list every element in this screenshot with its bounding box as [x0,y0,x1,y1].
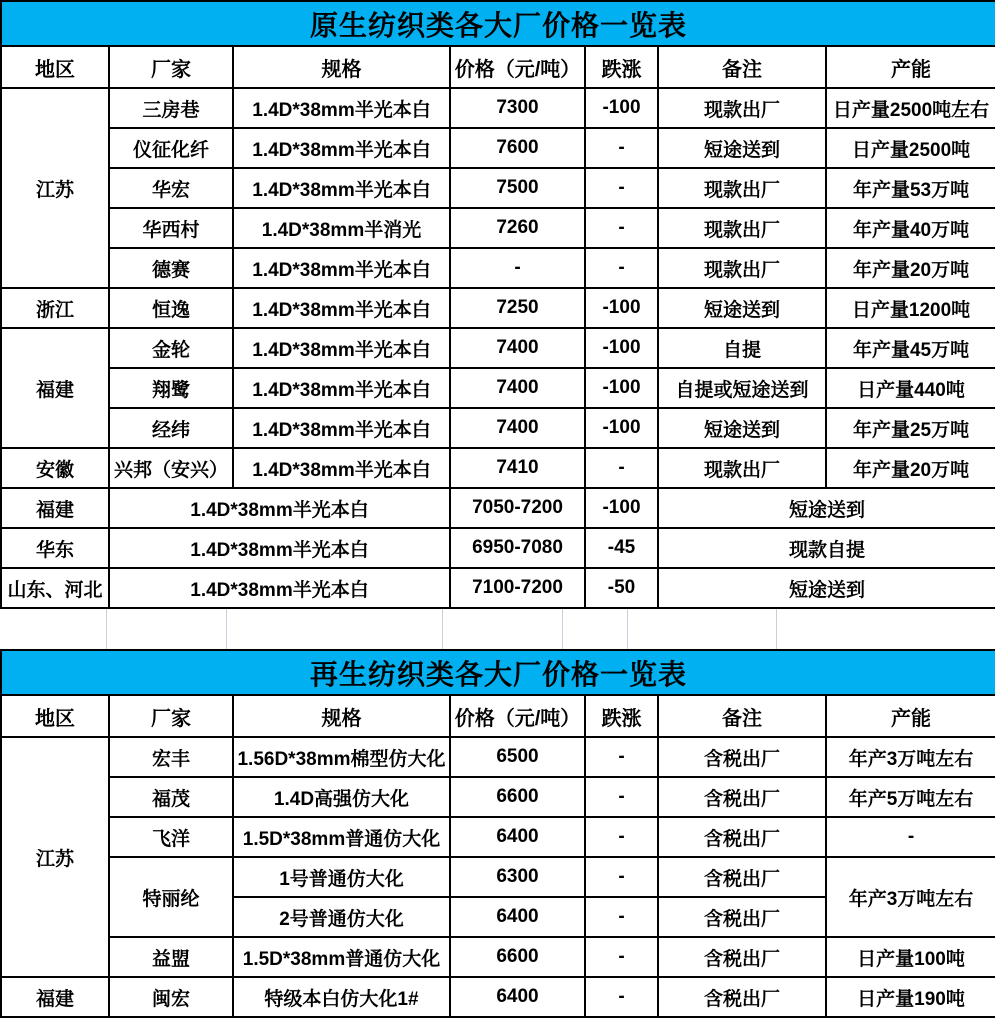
table-row [1,208,995,248]
cell-price: 7400 [450,408,585,448]
cell-spec: 1.4D*38mm半光本白 [109,528,450,568]
cell-note: 含税出厂 [658,977,826,1017]
cell-region: 山东、河北 [1,568,109,608]
table-row [1,817,995,857]
table-row [1,288,995,328]
gridline [627,609,628,649]
cell-capacity: 日产量2500吨左右 [826,88,995,128]
gridline [562,609,563,649]
cell-region: 福建 [1,977,109,1017]
col-header-capacity: 产能 [826,46,995,88]
cell-note: 现款出厂 [658,208,826,248]
cell-spec: 1.4D*38mm半消光 [233,208,450,248]
table-row [1,88,995,128]
cell-factory: 翔鹭 [109,368,233,408]
cell-capacity: 年产3万吨左右 [826,737,995,777]
col-header-capacity: 产能 [826,695,995,737]
col-header-spec: 规格 [233,46,450,88]
cell-change: -50 [585,568,658,608]
cell-spec: 1.4D*38mm半光本白 [233,128,450,168]
cell-change: - [585,897,658,937]
cell-price: 7050-7200 [450,488,585,528]
cell-capacity: 日产量2500吨 [826,128,995,168]
cell-note: 短途送到 [658,408,826,448]
cell-price: 6400 [450,897,585,937]
cell-spec: 1.4D*38mm半光本白 [233,288,450,328]
cell-capacity: 年产3万吨左右 [826,857,995,937]
table-row [1,128,995,168]
cell-note: 短途送到 [658,128,826,168]
cell-change: - [585,977,658,1017]
cell-price: 7500 [450,168,585,208]
cell-note: 自提或短途送到 [658,368,826,408]
cell-factory: 福茂 [109,777,233,817]
cell-change: - [585,937,658,977]
cell-note: 含税出厂 [658,737,826,777]
cell-capacity: 日产量440吨 [826,368,995,408]
table-row [1,168,995,208]
cell-capacity: - [826,817,995,857]
cell-factory: 金轮 [109,328,233,368]
col-header-factory: 厂家 [109,695,233,737]
table-row [1,408,995,448]
cell-capacity: 年产量20万吨 [826,448,995,488]
cell-factory: 华西村 [109,208,233,248]
cell-change: -100 [585,408,658,448]
cell-change: -100 [585,488,658,528]
cell-spec: 1.4D*38mm半光本白 [233,248,450,288]
gridline [226,609,227,649]
cell-price: 7260 [450,208,585,248]
table2-title: 再生纺织类各大厂价格一览表 [1,650,995,695]
cell-note: 现款出厂 [658,448,826,488]
cell-change: - [585,777,658,817]
cell-factory: 经纬 [109,408,233,448]
cell-factory: 益盟 [109,937,233,977]
cell-note: 现款出厂 [658,248,826,288]
cell-price: 6950-7080 [450,528,585,568]
table-row [1,368,995,408]
cell-factory: 德赛 [109,248,233,288]
cell-note: 短途送到 [658,288,826,328]
cell-price: - [450,248,585,288]
cell-capacity: 年产量20万吨 [826,248,995,288]
cell-price: 7410 [450,448,585,488]
cell-change: - [585,448,658,488]
cell-capacity: 年产5万吨左右 [826,777,995,817]
cell-capacity: 年产量53万吨 [826,168,995,208]
cell-price: 7400 [450,368,585,408]
cell-change: - [585,208,658,248]
cell-factory: 宏丰 [109,737,233,777]
cell-spec: 1.4D*38mm半光本白 [233,88,450,128]
cell-spec: 特级本白仿大化1# [233,977,450,1017]
cell-change: - [585,168,658,208]
table-row [1,328,995,368]
table-row [1,528,995,568]
cell-region: 福建 [1,488,109,528]
cell-note: 含税出厂 [658,897,826,937]
cell-spec: 1.5D*38mm普通仿大化 [233,817,450,857]
cell-region: 华东 [1,528,109,568]
cell-note: 现款出厂 [658,168,826,208]
cell-change: -100 [585,328,658,368]
gridline [442,609,443,649]
cell-note: 含税出厂 [658,817,826,857]
col-header-region: 地区 [1,46,109,88]
table-row [1,448,995,488]
cell-spec: 1.4D*38mm半光本白 [233,328,450,368]
cell-spec: 1号普通仿大化 [233,857,450,897]
cell-price: 6600 [450,777,585,817]
cell-note: 含税出厂 [658,777,826,817]
cell-factory: 闽宏 [109,977,233,1017]
cell-price: 6500 [450,737,585,777]
col-header-spec: 规格 [233,695,450,737]
cell-factory: 华宏 [109,168,233,208]
cell-note: 现款出厂 [658,88,826,128]
cell-note: 含税出厂 [658,937,826,977]
cell-change: - [585,817,658,857]
cell-note: 短途送到 [658,488,995,528]
cell-change: -45 [585,528,658,568]
cell-factory: 特丽纶 [109,857,233,937]
table1-title: 原生纺织类各大厂价格一览表 [1,1,995,46]
cell-factory: 三房巷 [109,88,233,128]
table-row [1,568,995,608]
col-header-note: 备注 [658,695,826,737]
cell-spec: 1.4D*38mm半光本白 [233,368,450,408]
cell-spec: 1.56D*38mm棉型仿大化 [233,737,450,777]
cell-price: 6600 [450,937,585,977]
cell-price: 7600 [450,128,585,168]
table-row [1,248,995,288]
cell-capacity: 日产量100吨 [826,937,995,977]
cell-spec: 1.4D*38mm半光本白 [233,448,450,488]
cell-factory: 飞洋 [109,817,233,857]
cell-spec: 1.4D*38mm半光本白 [233,168,450,208]
table-row [1,977,995,1017]
cell-region: 安徽 [1,448,109,488]
cell-price: 7100-7200 [450,568,585,608]
col-header-change: 跌涨 [585,46,658,88]
cell-note: 含税出厂 [658,857,826,897]
cell-change: -100 [585,88,658,128]
col-header-price: 价格（元/吨） [450,46,585,88]
cell-note: 自提 [658,328,826,368]
gridline [776,609,777,649]
cell-spec: 1.4D*38mm半光本白 [233,408,450,448]
cell-note: 现款自提 [658,528,995,568]
table-row [1,937,995,977]
cell-factory: 仪征化纤 [109,128,233,168]
cell-region: 福建 [1,328,109,448]
col-header-price: 价格（元/吨） [450,695,585,737]
table-row [1,488,995,528]
table-row [1,857,995,897]
cell-factory: 兴邦（安兴） [109,448,233,488]
table-recycled-fiber [0,649,995,1018]
cell-price: 7250 [450,288,585,328]
col-header-region: 地区 [1,695,109,737]
table-row [1,737,995,777]
cell-region: 浙江 [1,288,109,328]
cell-price: 6300 [450,857,585,897]
table-row [1,777,995,817]
cell-spec: 1.4D高强仿大化 [233,777,450,817]
cell-spec: 2号普通仿大化 [233,897,450,937]
cell-factory: 恒逸 [109,288,233,328]
cell-capacity: 年产量40万吨 [826,208,995,248]
cell-price: 7400 [450,328,585,368]
col-header-change: 跌涨 [585,695,658,737]
cell-capacity: 日产量1200吨 [826,288,995,328]
cell-spec: 1.4D*38mm半光本白 [109,488,450,528]
cell-change: - [585,737,658,777]
col-header-note: 备注 [658,46,826,88]
cell-price: 7300 [450,88,585,128]
cell-spec: 1.5D*38mm普通仿大化 [233,937,450,977]
cell-change: -100 [585,368,658,408]
cell-region: 江苏 [1,737,109,977]
cell-capacity: 年产量25万吨 [826,408,995,448]
sheet-gap [0,609,995,649]
cell-spec: 1.4D*38mm半光本白 [109,568,450,608]
col-header-factory: 厂家 [109,46,233,88]
cell-change: - [585,248,658,288]
cell-note: 短途送到 [658,568,995,608]
cell-capacity: 日产量190吨 [826,977,995,1017]
cell-region: 江苏 [1,88,109,288]
cell-change: - [585,128,658,168]
gridline [106,609,107,649]
cell-change: - [585,857,658,897]
cell-capacity: 年产量45万吨 [826,328,995,368]
cell-change: -100 [585,288,658,328]
cell-price: 6400 [450,977,585,1017]
cell-price: 6400 [450,817,585,857]
